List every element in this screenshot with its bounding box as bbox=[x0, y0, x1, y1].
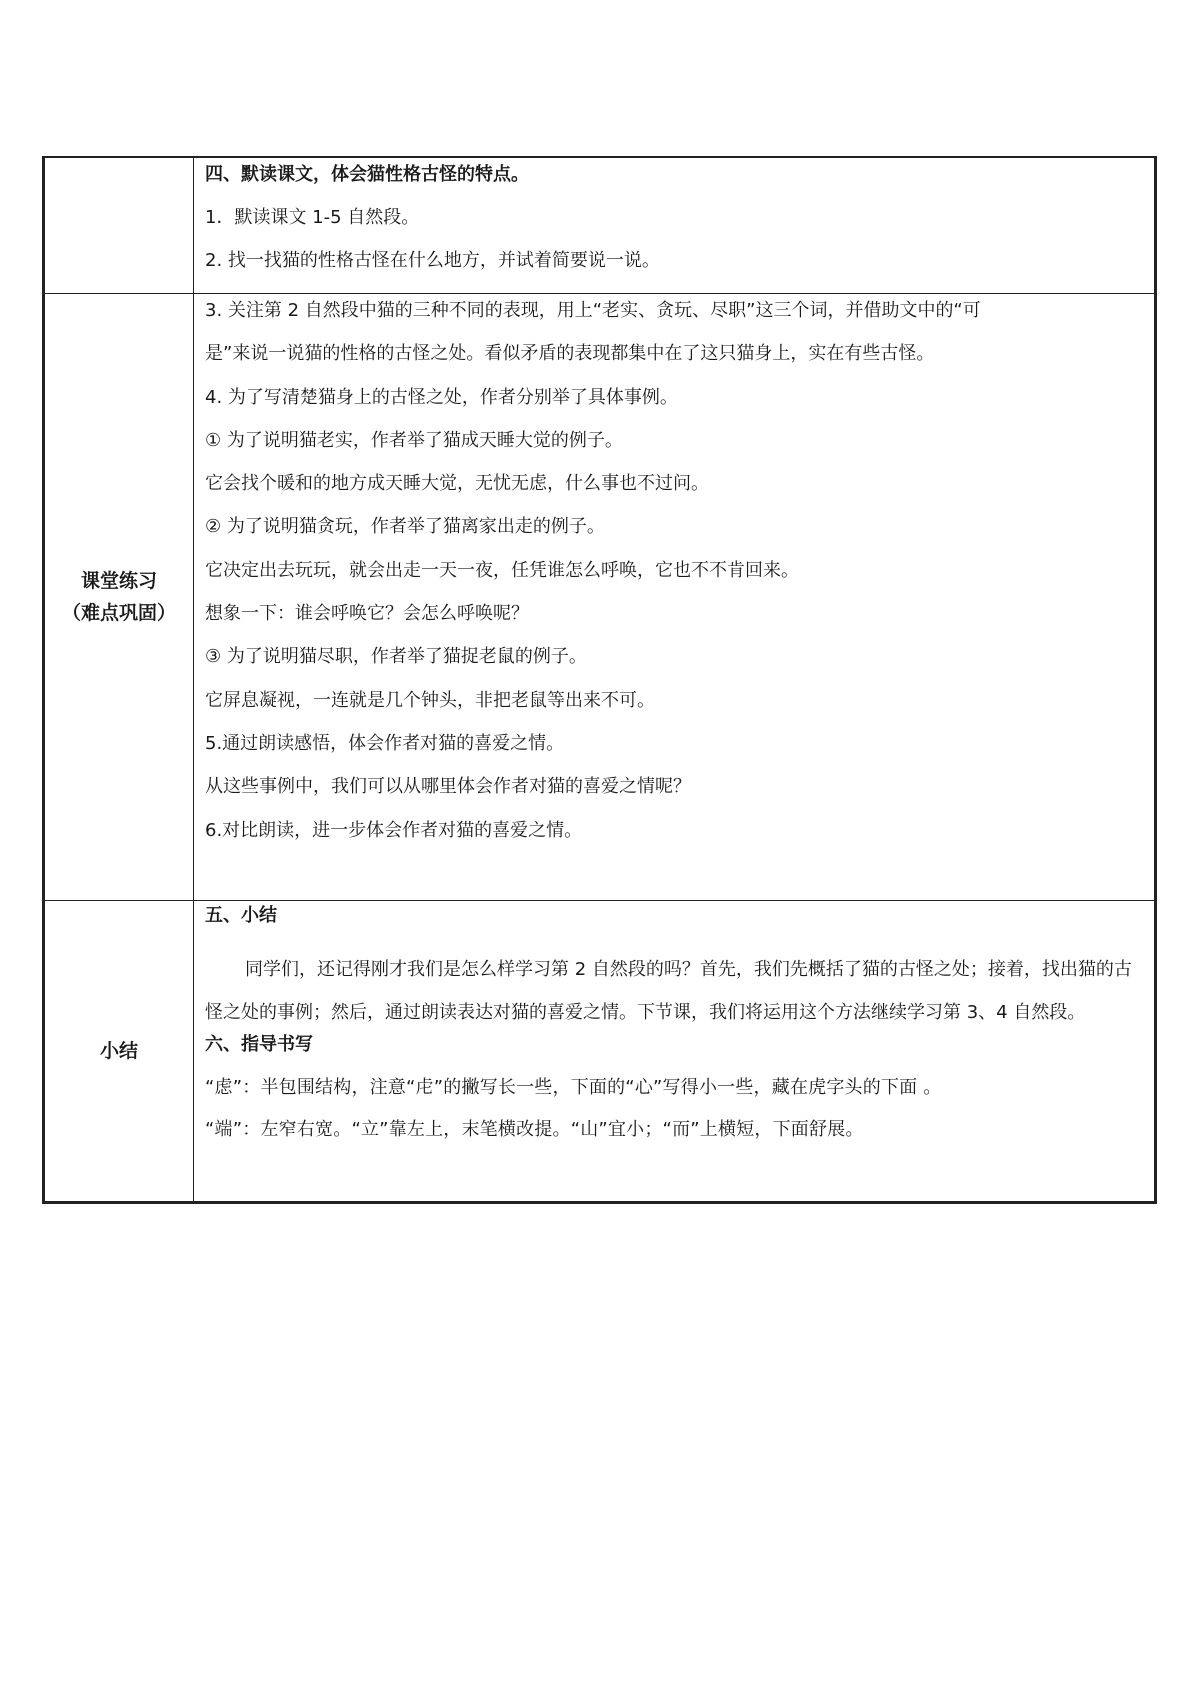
list-item: 1．默读课文 1-5 自然段。 bbox=[205, 207, 420, 228]
row-label-summary: 小结 bbox=[44, 901, 194, 1203]
list-item: ③ 为了说明猫尽职，作者举了猫捉老鼠的例子。 bbox=[205, 646, 587, 668]
row-label-practice bbox=[44, 294, 194, 901]
writing-guide-item: “端”：左窄右宽。“立”靠左上，末笔横改提。“山”宜小；“而”上横短，下面舒展。 bbox=[205, 1119, 864, 1140]
row-label-subtitle: （难点巩固） bbox=[61, 602, 176, 624]
row-label-empty bbox=[44, 157, 194, 294]
row-content bbox=[194, 901, 1156, 1203]
list-item: 4. 为了写清楚猫身上的古怪之处，作者分别举了具体事例。 bbox=[205, 386, 678, 408]
writing-guide-item: “虑”：半包围结构，注意“虍”的撇写长一些，下面的“心”写得小一些，藏在虎字头的下面 。 bbox=[205, 1077, 942, 1098]
section-heading: 四、默读课文，体会猫性格古怪的特点。 bbox=[205, 164, 529, 185]
list-item: ② 为了说明猫贪玩，作者举了猫离家出走的例子。 bbox=[205, 516, 605, 538]
list-item: 它决定出去玩玩，就会出走一天一夜，任凭谁怎么呼唤，它也不不肯回来。 bbox=[205, 559, 799, 581]
list-item: 它屏息凝视，一连就是几个钟头，非把老鼠等出来不可。 bbox=[205, 689, 655, 711]
row-content bbox=[194, 157, 1156, 294]
lesson-plan-table bbox=[42, 156, 1157, 1204]
list-item: 想象一下：谁会呼唤它？会怎么呼唤呢？ bbox=[205, 603, 529, 625]
list-item: ① 为了说明猫老实，作者举了猫成天睡大觉的例子。 bbox=[205, 429, 623, 451]
table-row bbox=[44, 901, 1156, 1203]
row-label-title: 课堂练习 bbox=[80, 570, 157, 592]
row-content bbox=[194, 294, 1156, 901]
list-item: 6.对比朗读，进一步体会作者对猫的喜爱之情。 bbox=[205, 819, 583, 841]
list-item: 是”来说一说猫的性格的古怪之处。看似矛盾的表现都集中在了这只猫身上，实在有些古怪。 bbox=[205, 343, 935, 365]
section-heading: 五、小结 bbox=[205, 905, 277, 926]
list-item: 它会找个暖和的地方成天睡大觉，无忧无虑，什么事也不过问。 bbox=[205, 473, 709, 495]
summary-paragraph: 同学们，还记得刚才我们是怎么样学习第 2 自然段的吗？首先，我们先概括了猫的古怪之处；接着，找出猫的古怪之处的事例；然后，通过朗读表达对猫的喜爱之情。下节课，我们将运用这个方法继续学习第 3、4 自然段。 bbox=[205, 959, 1132, 1023]
table-row bbox=[44, 294, 1156, 901]
list-item: 5.通过朗读感悟，体会作者对猫的喜爱之情。 bbox=[205, 732, 565, 754]
list-item: 3. 关注第 2 自然段中猫的三种不同的表现，用上“老实、贪玩、尽职”这三个词，并借助文中的“可 bbox=[205, 300, 981, 321]
table-row bbox=[44, 157, 1156, 294]
section-heading: 六、指导书写 bbox=[205, 1034, 313, 1055]
list-item: 2. 找一找猫的性格古怪在什么地方，并试着简要说一说。 bbox=[205, 250, 660, 271]
list-item: 从这些事例中，我们可以从哪里体会作者对猫的喜爱之情呢？ bbox=[205, 776, 691, 798]
